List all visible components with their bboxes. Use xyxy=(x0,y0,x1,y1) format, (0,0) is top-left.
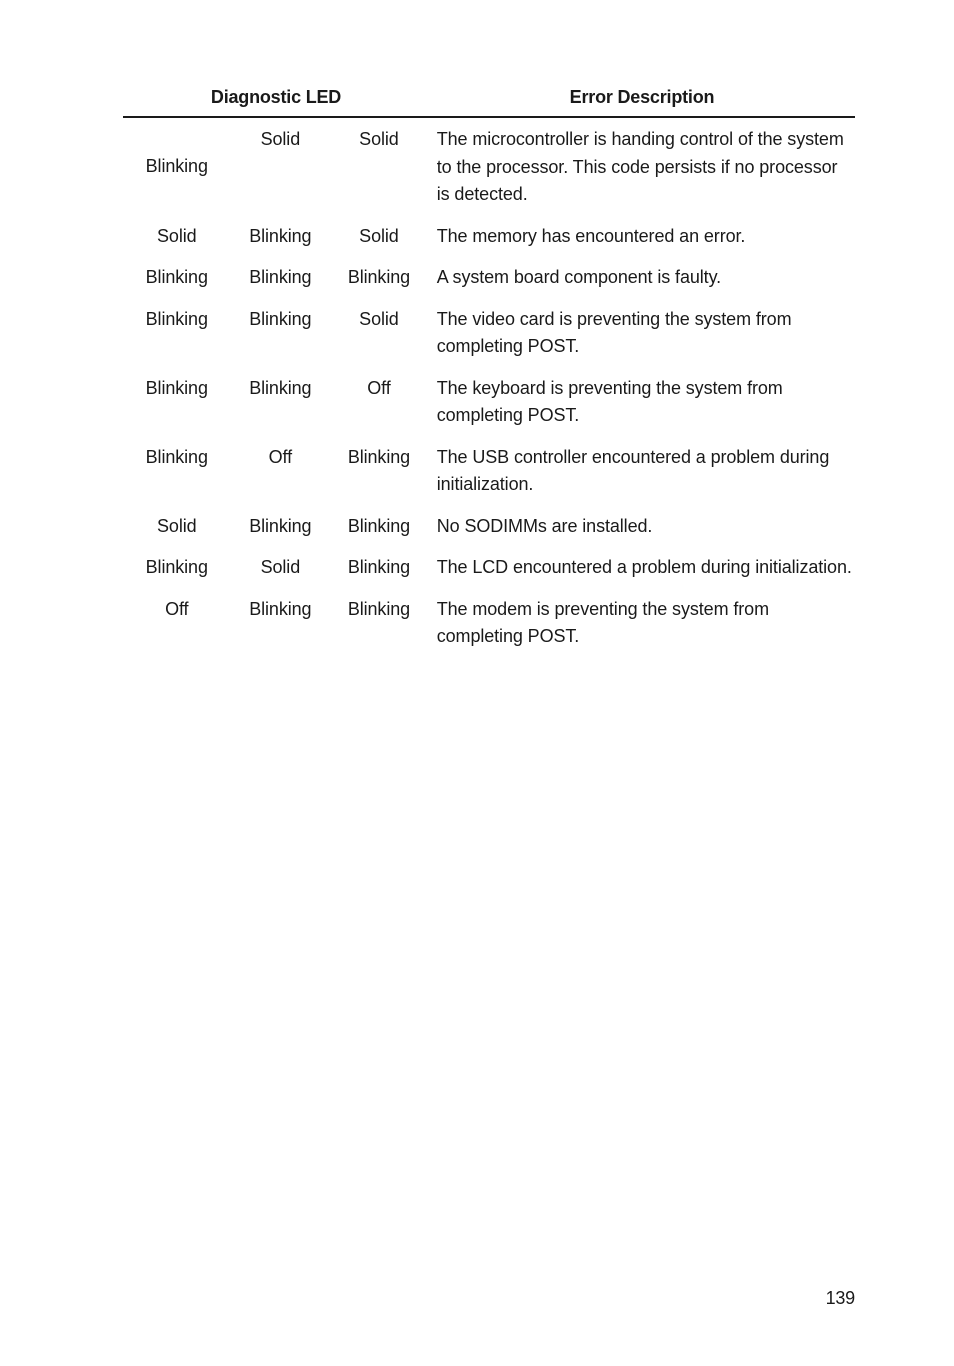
led-3-state: Solid xyxy=(359,308,399,329)
led-2-state: Blinking xyxy=(249,377,312,398)
led-3-state: Off xyxy=(367,377,391,398)
error-description: The LCD encountered a problem during initialization. xyxy=(436,557,852,577)
table-row xyxy=(123,126,855,209)
led-3-state: Blinking xyxy=(347,267,411,287)
led-1-state: Blinking xyxy=(145,557,208,577)
led-2-state: Solid xyxy=(260,129,301,149)
diagnostic-led-table xyxy=(123,84,855,665)
table-body xyxy=(123,126,855,651)
error-description: The video card is preventing the system from completing POST. xyxy=(436,308,792,356)
led-1-state: Off xyxy=(165,598,189,619)
table-row xyxy=(123,513,855,541)
error-description: No SODIMMs are installed. xyxy=(436,515,653,536)
led-1-state: Blinking xyxy=(145,156,208,176)
led-2-state: Blinking xyxy=(249,598,312,619)
error-description: The memory has encountered an error. xyxy=(436,225,746,246)
page-number: 139 xyxy=(825,1288,855,1308)
led-3-state: Solid xyxy=(359,225,399,246)
table-row xyxy=(123,554,855,582)
led-2-state: Blinking xyxy=(249,267,312,287)
led-3-state: Solid xyxy=(359,129,399,149)
led-2-state: Blinking xyxy=(249,308,312,329)
led-3-state: Blinking xyxy=(347,598,411,619)
table-row xyxy=(123,596,855,651)
led-1-state: Solid xyxy=(157,515,197,536)
led-3-state: Blinking xyxy=(347,446,411,467)
error-description: The USB controller encountered a problem during initialization. xyxy=(436,446,830,494)
led-1-state: Blinking xyxy=(145,267,208,287)
led-1-state: Blinking xyxy=(145,446,208,467)
table-row xyxy=(123,306,855,361)
table-row xyxy=(123,375,855,430)
led-3-state: Blinking xyxy=(347,515,411,536)
error-description: The keyboard is preventing the system from completing POST. xyxy=(436,377,783,425)
led-1-state: Blinking xyxy=(145,308,208,329)
table-row xyxy=(123,444,855,499)
led-1-state: Solid xyxy=(157,225,197,246)
led-2-state: Blinking xyxy=(249,515,312,536)
header-diagnostic-led: Diagnostic LED xyxy=(210,87,342,107)
led-2-state: Blinking xyxy=(249,225,312,246)
led-1-state: Blinking xyxy=(145,377,208,398)
error-description: The microcontroller is handing control of the system to the processor. This code persists if no processor is detected. xyxy=(436,129,844,204)
table-row xyxy=(123,264,855,292)
table-header xyxy=(123,84,855,118)
error-description: A system board component is faulty. xyxy=(436,267,722,287)
led-3-state: Blinking xyxy=(347,557,411,577)
led-2-state: Off xyxy=(268,446,293,467)
error-description: The modem is preventing the system from completing POST. xyxy=(436,598,769,646)
led-2-state: Solid xyxy=(260,557,301,577)
table-row xyxy=(123,223,855,251)
header-error-description: Error Description xyxy=(569,87,715,107)
